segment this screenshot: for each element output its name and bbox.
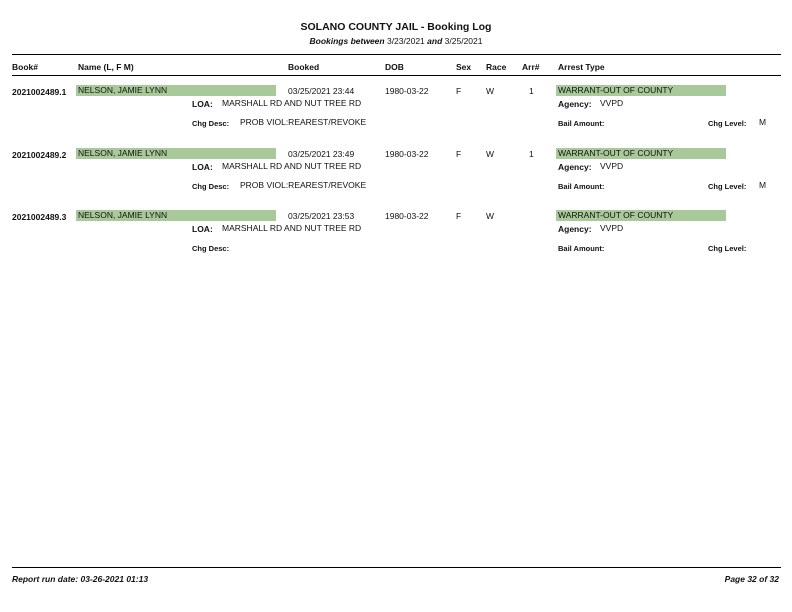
record-booked: 03/25/2021 23:53 [288,211,355,221]
record-arrest-type: WARRANT-OUT OF COUNTY [556,148,726,159]
record-book-number: 2021002489.1 [12,87,67,97]
col-arrest-type: Arrest Type [558,62,605,72]
col-arr: Arr# [522,62,540,72]
chg-desc-label: Chg Desc: [192,119,230,128]
col-race: Race [486,62,507,72]
page-number: Page 32 of 32 [724,574,779,584]
record-race: W [486,86,495,96]
chg-desc-label: Chg Desc: [192,182,230,191]
bail-amount-label: Bail Amount: [558,119,605,128]
header-bottom-rule [12,75,781,76]
record-book-number: 2021002489.2 [12,150,67,160]
record-arr: 1 [529,86,534,96]
footer-rule [12,567,781,568]
loa-label: LOA: [192,224,213,234]
record-loa: MARSHALL RD AND NUT TREE RD [222,223,362,233]
report-subtitle [0,36,792,46]
col-dob: DOB [385,62,404,72]
bail-amount-label: Bail Amount: [558,244,605,253]
record-chg-desc: PROB VIOL:REAREST/REVOKE [240,180,367,190]
col-book: Book# [12,62,38,72]
subtitle-prefix: Bookings between [309,36,385,46]
record-booked: 03/25/2021 23:49 [288,149,355,159]
record-arrest-type: WARRANT-OUT OF COUNTY [556,210,726,221]
loa-label: LOA: [192,162,213,172]
agency-label: Agency: [558,224,592,234]
record-sex: F [456,149,462,159]
record-loa: MARSHALL RD AND NUT TREE RD [222,161,362,171]
col-booked: Booked [288,62,320,72]
bail-amount-label: Bail Amount: [558,182,605,191]
record-sex: F [456,86,462,96]
col-name: Name (L, F M) [78,62,134,72]
record-chg-desc: PROB VIOL:REAREST/REVOKE [240,117,367,127]
record-dob: 1980-03-22 [385,211,429,221]
record-chg-level: M [759,180,767,190]
record-agency: VVPD [600,161,624,171]
record-name: NELSON, JAMIE LYNN [76,210,276,221]
agency-label: Agency: [558,99,592,109]
record-race: W [486,211,495,221]
report-title: SOLANO COUNTY JAIL - Booking Log [300,21,492,33]
header-top-rule [12,54,781,55]
end-date: 3/25/2021 [444,36,483,46]
record-booked: 03/25/2021 23:44 [288,86,355,96]
agency-label: Agency: [558,162,592,172]
chg-level-label: Chg Level: [708,119,747,128]
record-book-number: 2021002489.3 [12,212,67,222]
report-run-date: Report run date: 03-26-2021 01:13 [12,574,149,584]
record-agency: VVPD [600,223,624,233]
record-arr: 1 [529,149,534,159]
record-agency: VVPD [600,98,624,108]
record-sex: F [456,211,462,221]
record-name: NELSON, JAMIE LYNN [76,148,276,159]
subtitle-and: and [427,36,443,46]
loa-label: LOA: [192,99,213,109]
record-loa: MARSHALL RD AND NUT TREE RD [222,98,362,108]
start-date: 3/23/2021 [386,36,425,46]
chg-desc-label: Chg Desc: [192,244,230,253]
col-sex: Sex [456,62,472,72]
record-race: W [486,149,495,159]
record-chg-level: M [759,117,767,127]
record-dob: 1980-03-22 [385,86,429,96]
chg-level-label: Chg Level: [708,182,747,191]
record-name: NELSON, JAMIE LYNN [76,85,276,96]
record-dob: 1980-03-22 [385,149,429,159]
record-arrest-type: WARRANT-OUT OF COUNTY [556,85,726,96]
chg-level-label: Chg Level: [708,244,747,253]
